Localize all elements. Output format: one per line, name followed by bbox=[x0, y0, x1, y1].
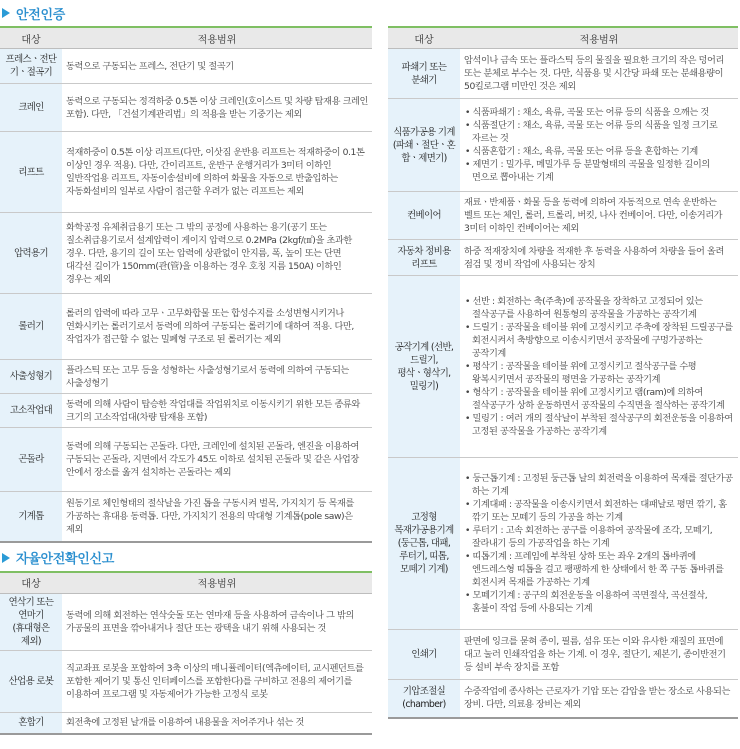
table-row bbox=[0, 394, 372, 428]
list-item: • 식품혼합기 : 채소, 육류, 곡물 또는 어류 등을 혼합하는 기계 bbox=[465, 146, 698, 157]
right-column bbox=[388, 26, 738, 719]
row-target: 인쇄기 bbox=[388, 630, 460, 680]
row-scope: 원동기로 체인형태의 절삭날을 가진 톱을 구동시켜 벌목, 가지치기 등 목재를 가공하는 휴대용 동력톱. 다만, 가지치기 전용의 막대형 기계톱(pole saw)은 제외 bbox=[62, 492, 372, 542]
triangle-bullet-icon bbox=[2, 553, 10, 563]
row-target: 고소작업대 bbox=[0, 394, 62, 428]
row-target: 파쇄기 또는 분쇄기 bbox=[388, 49, 460, 99]
table-row bbox=[388, 99, 738, 192]
row-target: 사출성형기 bbox=[0, 360, 62, 394]
table-row bbox=[0, 428, 372, 492]
row-target: 크레인 bbox=[0, 84, 62, 132]
row-scope: 판면에 잉크를 묻혀 종이, 필름, 섬유 또는 이와 유사한 재질의 표면에 대고 눌러 인쇄작업을 하는 기계. 이 경우, 절단기, 제본기, 종이반전기 등 설비 부속 장치를 포함 bbox=[460, 630, 738, 680]
row-scope bbox=[460, 458, 738, 630]
table-row bbox=[388, 276, 738, 458]
row-target: 곤돌라 bbox=[0, 428, 62, 492]
table-row bbox=[388, 192, 738, 240]
row-scope: 플라스틱 또는 고무 등을 성형하는 사출성형기로서 동력에 의하여 구동되는 사출성형기 bbox=[62, 360, 372, 394]
table-row bbox=[0, 49, 372, 84]
self-safety-confirmation-table bbox=[0, 571, 372, 736]
table-row bbox=[388, 680, 738, 718]
row-scope: 하중 적재장치에 차량을 적재한 후 동력을 사용하여 차량을 들어 올려 점검 및 정비 작업에 사용되는 장치 bbox=[460, 240, 738, 276]
row-target: 공작기계 (선반, 드릴기, 평삭ㆍ형삭기, 밀링기) bbox=[388, 276, 460, 458]
row-target: 고정형 목재가공용기계 (둥근톱, 대패, 루터기, 띠톱, 모떼기 기계) bbox=[388, 458, 460, 630]
table-row bbox=[388, 49, 738, 99]
table-row bbox=[0, 84, 372, 132]
row-scope: 동력으로 구동되는 프레스, 전단기 및 절곡기 bbox=[62, 49, 372, 84]
list-item: • 둥근톱기계 : 고정된 둥근톱 날의 회전력을 이용하여 목재를 절단가공 하는 기계 bbox=[465, 473, 733, 497]
section-title-safety-certification: 안전인증 bbox=[0, 0, 372, 26]
row-scope: 적재하중이 0.5톤 이상 리프트(다만, 이삿짐 운반용 리프트는 적재하중이 0.1톤 이상인 경우 적용). 다만, 간이리프트, 운반구 운행거리가 3미터 이하인 일반작업용 리프트, 자동이송설비에 의하여 화물을 자동으로 반출입하는 자동화설비의 일부로 사람이 접근할 우려가 없는 리프트는 제외 bbox=[62, 132, 372, 213]
row-scope: 수중작업에 종사하는 근로자가 기압 또는 감압을 받는 장소로 사용되는 장비. 다만, 의료용 장비는 제외 bbox=[460, 680, 738, 718]
bullet-list bbox=[464, 472, 734, 615]
row-target: 혼합기 bbox=[0, 712, 62, 734]
self-safety-confirmation-table-continued bbox=[388, 26, 738, 719]
list-item: • 형삭기 : 공작물을 테이블 위에 고정시키고 램(ram)에 의하여 절삭공구가 상하 운동하면서 공작물의 수직면을 절삭하는 공작기계 bbox=[465, 387, 725, 411]
header-scope: 적용범위 bbox=[62, 572, 372, 594]
table-row bbox=[388, 240, 738, 276]
row-scope: 동력에 의해 사람이 탑승한 작업대를 작업위치로 이동시키기 위한 모든 종류와 크기의 고소작업대(차량 탑재용 포함) bbox=[62, 394, 372, 428]
list-item: • 모떼기기계 : 공구의 회전운동을 이용하여 곡면절삭, 곡선절삭, 홈불이 작업 등에 사용되는 기계 bbox=[465, 590, 708, 614]
table-row bbox=[0, 132, 372, 213]
section-title-self-safety-confirmation: 자율안전확인신고 bbox=[0, 545, 372, 571]
list-item: • 제면기 : 밀가루, 메밀가루 등 분말형태의 곡물을 일정한 길이의 면으로 뽑아내는 기계 bbox=[465, 159, 710, 183]
header-target: 대상 bbox=[0, 27, 62, 49]
header-scope: 적용범위 bbox=[460, 27, 738, 49]
header-target: 대상 bbox=[0, 572, 62, 594]
row-scope: 롤러의 압력에 따라 고무ㆍ고무화합물 또는 합성수지를 소성변형시키거나 연화시키는 롤러기로서 동력에 의하여 구동되는 롤러기에 대하여 적용. 다만, 작업자가 접근할 수 없는 밀폐형 구조로 된 롤러기는 제외 bbox=[62, 294, 372, 360]
row-scope: 화학공정 유체취급용기 또는 그 밖의 공정에 사용하는 용기(공기 또는 질소취급용기로서 설계압력이 게이지 압력으로 0.2MPa (2kgf/㎠)을 초과한 경우. 다만, 용기의 길이 또는 압력에 상관없이 안지름, 폭, 높이 또는 단면 대각선 길이가 150mm(관(管)을 이용하는 경우 호칭 지름 150A) 이하인 경우는 제외 bbox=[62, 213, 372, 294]
list-item: • 식품파쇄기 : 채소, 육류, 곡물 또는 어류 등의 식품을 으깨는 것 bbox=[465, 107, 709, 118]
table-row bbox=[0, 650, 372, 712]
row-scope: 직교좌표 로봇을 포함하여 3축 이상의 매니퓰레이터(엑츄에이터, 교시펜던트를 포함한 제어기 및 통신 인터페이스를 포함한다)를 구비하고 전용의 제어기를 이용하여 프로그램 및 자동제어가 가능한 고정식 로봇 bbox=[62, 650, 372, 712]
table-row bbox=[0, 213, 372, 294]
list-item: • 띠톱기계 : 프레임에 부착된 상하 또는 좌우 2개의 톱바퀴에 엔드레스형 띠톱을 걸고 팽팽하게 한 상태에서 한 쪽 구동 톱바퀴를 회전시켜 목재를 가공하는 기계 bbox=[465, 551, 724, 588]
row-scope bbox=[460, 99, 738, 192]
table-row bbox=[388, 630, 738, 680]
table-row bbox=[388, 458, 738, 630]
list-item: • 식품절단기 : 채소, 육류, 곡물 또는 어류 등의 식품을 일정 크기로 자르는 것 bbox=[465, 120, 718, 144]
triangle-bullet-icon bbox=[2, 8, 10, 18]
bullet-list bbox=[464, 106, 734, 184]
table-row bbox=[0, 294, 372, 360]
row-target: 산업용 로봇 bbox=[0, 650, 62, 712]
table-header-row bbox=[0, 27, 372, 49]
table-row bbox=[0, 593, 372, 650]
row-target: 압력용기 bbox=[0, 213, 62, 294]
table-header-row bbox=[388, 27, 738, 49]
row-target: 롤러기 bbox=[0, 294, 62, 360]
table-row bbox=[0, 492, 372, 542]
row-scope: 동력에 의해 회전하는 연삭숫돌 또는 연마재 등을 사용하여 금속이나 그 밖의 가공물의 표면을 깎아내거나 절단 또는 광택을 내기 위해 사용되는 것 bbox=[62, 593, 372, 650]
list-item: • 기계대패 : 공작물을 이송시키면서 회전하는 대패날로 평면 깎기, 홈 깎기 또는 모떼기 등의 가공을 하는 기계 bbox=[465, 499, 727, 523]
list-item: • 평삭기 : 공작물을 테이블 위에 고정시키고 절삭공구를 수평 왕복시키면서 공작물의 평면을 가공하는 공작기계 bbox=[465, 361, 697, 385]
row-target: 자동차 정비용 리프트 bbox=[388, 240, 460, 276]
row-scope: 암석이나 금속 또는 플라스틱 등의 물질을 필요한 크기의 작은 덩어리 또는 분체로 부수는 것. 다만, 식품용 및 시간당 파쇄 또는 분쇄용량이 50킬로그램 미만인 것은 제외 bbox=[460, 49, 738, 99]
safety-certification-table bbox=[0, 26, 372, 543]
row-scope: 재료ㆍ반제품ㆍ화물 등을 동력에 의하여 자동적으로 연속 운반하는 벨트 또는 체인, 롤러, 트롤리, 버킷, 나사 컨베이어. 다만, 이송거리가 3미터 이하인 컨베이어는 제외 bbox=[460, 192, 738, 240]
list-item: • 드릴기 : 공작물을 테이블 위에 고정시키고 주축에 장착된 드릴공구를 회전시켜서 축방향으로 이송시키면서 공작물에 구멍가공하는 공작기계 bbox=[465, 322, 733, 359]
row-scope: 회전축에 고정된 날개를 이용하여 내용물을 저어주거나 섞는 것 bbox=[62, 712, 372, 734]
row-target: 연삭기 또는 연마기 (휴대형은 제외) bbox=[0, 593, 62, 650]
row-target: 기압조절실 (chamber) bbox=[388, 680, 460, 718]
header-target: 대상 bbox=[388, 27, 460, 49]
row-target: 프레스ㆍ전단기ㆍ절곡기 bbox=[0, 49, 62, 84]
row-scope bbox=[460, 276, 738, 458]
table-row bbox=[0, 712, 372, 734]
row-target: 컨베이어 bbox=[388, 192, 460, 240]
row-target: 기계톱 bbox=[0, 492, 62, 542]
list-item: • 루터기 : 고속 회전하는 공구를 이용하여 공작물에 조각, 모떼기, 잘라내기 등의 가공작업을 하는 기계 bbox=[465, 525, 713, 549]
table-header-row bbox=[0, 572, 372, 594]
row-scope: 동력으로 구동되는 정격하중 0.5톤 이상 크레인(호이스트 및 차량 탑재용 크레인 포함). 다만, 「건설기계관리법」의 적용을 받는 기중기는 제외 bbox=[62, 84, 372, 132]
bullet-list bbox=[464, 295, 734, 438]
row-target: 리프트 bbox=[0, 132, 62, 213]
row-target: 식품가공용 기계 (파쇄ㆍ절단ㆍ혼합ㆍ제면기) bbox=[388, 99, 460, 192]
list-item: • 밀링기 : 여러 개의 절삭날이 부착된 절삭공구의 회전운동을 이용하여 고정된 공작물을 가공하는 공작기계 bbox=[465, 413, 733, 437]
table-row bbox=[0, 360, 372, 394]
list-item: • 선반 : 회전하는 축(주축)에 공작물을 장착하고 고정되어 있는 절삭공구를 사용하여 원통형의 공작물을 가공하는 공작기계 bbox=[465, 296, 703, 320]
row-scope: 동력에 의해 구동되는 곤돌라. 다만, 크레인에 설치된 곤돌라, 엔진을 이용하여 구동되는 곤돌라, 지면에서 각도가 45도 이하로 설치된 곤돌라 및 같은 사업장 안에서 장소를 옮겨 설치하는 곤돌라는 제외 bbox=[62, 428, 372, 492]
header-scope: 적용범위 bbox=[62, 27, 372, 49]
left-column bbox=[0, 0, 372, 735]
